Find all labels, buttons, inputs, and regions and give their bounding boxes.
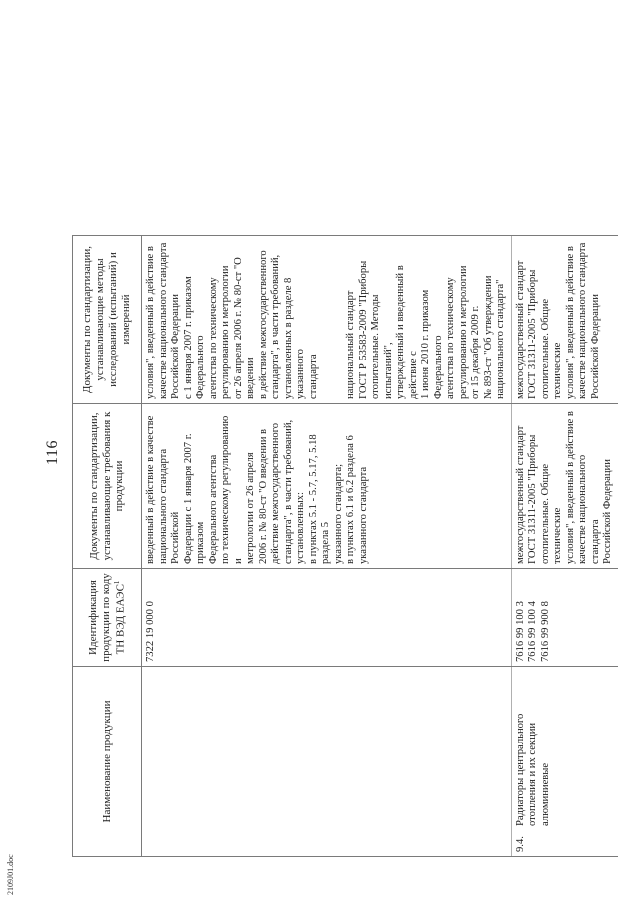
- product-name-cell: [511, 667, 618, 857]
- table-row: [511, 69, 618, 857]
- header-requirements-docs: Документы по стандартизации, устанавливающие требования к продукции: [73, 404, 142, 569]
- header-product-name: Наименование продукции: [73, 667, 142, 857]
- product-code-cell: 7322 19 000 0: [142, 569, 512, 667]
- standards-table: [72, 68, 618, 857]
- header-methods-docs: Документы по стандартизации, устанавливающие методы исследований (испытаний) и измерений: [73, 236, 142, 404]
- table-row: [142, 69, 512, 857]
- product-name-cell: [142, 667, 512, 857]
- requirements-cell: межгосударственный стандарт ГОСТ 31311-2005 "Приборы отопительные. Общие технические условия", введенный в действие в качестве национального стандарта Российской Федерации: [511, 404, 618, 569]
- product-name-text: Радиаторы центрального отопления и их секции алюминиевые: [514, 713, 551, 826]
- requirements-cell: введенный в действие в качестве национального стандарта Российской Федерации с 1 января 2007 г. приказом Федерального агентства по техническому регулированию и метрологии от 26 апреля 2006 г. № 80-ст "О введении в действие межгосударственного стандарта", в части требований, установленных: в пунктах 5.1 - 5.7, 5.17, 5.18 раздела 5 указанного стандарта; в пунктах 6.1 и 6.2 раздела 6 указанного стандарта: [142, 404, 512, 569]
- file-name-footer: 2109J01.doc: [6, 854, 15, 895]
- header-product-code: [73, 569, 142, 667]
- header-code-footnote-mark: 1: [112, 580, 121, 585]
- header-product-code-text: Идентификация продукции по коду ТН ВЭД ЕАЭС: [86, 573, 127, 662]
- page-number: 116: [44, 440, 61, 465]
- row-number: 9.4.: [514, 836, 526, 852]
- methods-cell: условия", введенный в действие в качестве национального стандарта Российской Федерации с 1 января 2007 г. приказом Федерального агентства по техническому регулированию и метрологии от 26 апреля 2006 г. № 80-ст "О введении в действие межгосударственного стандарта", в части требований, установленных в разделе 8 указанного стандарта национальный стандарт ГОСТ Р 53583-2009 "Приборы отопительные. Методы испытаний", утвержденный и введенный в действие с 1 июня 2010 г. приказом Федерального агентства по техническому регулированию и метрологии от 15 декабря 2009 г. № 893-ст "Об утверждении национального стандарта": [142, 236, 512, 404]
- table-header-row: [73, 69, 142, 857]
- product-code-cell: 7616 99 100 3 7616 99 100 4 7616 99 900 8: [511, 569, 618, 667]
- methods-cell: межгосударственный стандарт ГОСТ 31311-2005 "Приборы отопительные. Общие технические условия", введенный в действие в качестве национального стандарта Российской Федерации: [511, 236, 618, 404]
